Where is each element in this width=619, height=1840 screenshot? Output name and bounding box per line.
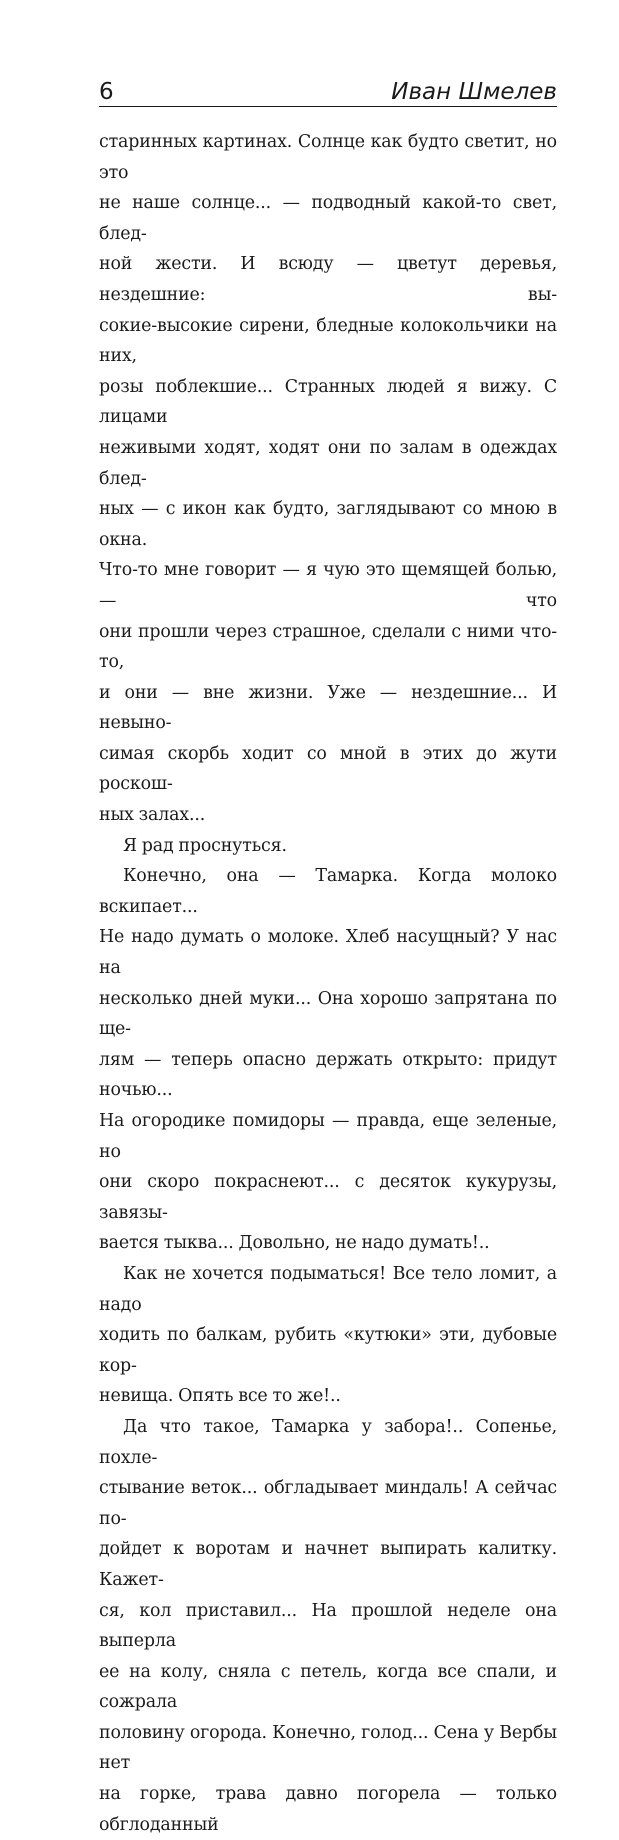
- text-line: вается тыква... Довольно, не надо думать!..: [99, 1233, 490, 1254]
- text-line: Что-то мне говорит — я чую это щемящей болью, — что: [99, 560, 557, 611]
- page-number: 6: [99, 79, 114, 105]
- text-line: несколько дней муки... Она хорошо запрятана по ще-: [99, 988, 557, 1040]
- text-line: неживыми ходят, ходят они по залам в одеждах блед-: [99, 437, 557, 489]
- text-line: и они — вне жизни. Уже — нездешние... И невыно-: [99, 682, 557, 734]
- text-line: На огородике помидоры — правда, еще зеленые, но: [99, 1111, 557, 1162]
- text-line: старинных картинах. Солнце как будто светит, но это: [99, 132, 557, 183]
- text-line: Я рад проснуться.: [123, 835, 287, 856]
- text-line: ся, кол приставил... На прошлой неделе она выперла: [99, 1600, 557, 1652]
- text-line: невища. Опять все то же!..: [99, 1386, 341, 1407]
- text-line: Конечно, она — Тамарка. Когда молоко вскипает...: [99, 866, 557, 917]
- text-line: половину огорода. Конечно, голод... Сена у Вербы нет: [99, 1722, 557, 1774]
- author-name: Иван Шмелев: [391, 79, 557, 105]
- text-line: ной жести. И всюду — цветут деревья, нездешние: вы-: [99, 254, 557, 305]
- text-line: ее на колу, сняла с петель, когда все спали, и сожрала: [99, 1661, 557, 1713]
- text-line: Не надо думать о молоке. Хлеб насущный? У нас на: [99, 927, 557, 979]
- text-line: ных — с икон как будто, заглядывают со мною в окна.: [99, 499, 557, 550]
- text-line: не наше солнце... — подводный какой-то свет, блед-: [99, 193, 557, 244]
- body-text: [99, 127, 557, 1840]
- text-line: лям — теперь опасно держать открыто: придут ночью...: [99, 1049, 557, 1101]
- text-line: Как не хочется подыматься! Все тело ломит, а надо: [99, 1263, 557, 1315]
- running-head: [99, 70, 557, 106]
- text-line: стывание веток... обгладывает миндаль! А сейчас по-: [99, 1478, 557, 1529]
- text-line: они скоро покраснеют... с десяток кукурузы, завязы-: [99, 1172, 557, 1223]
- text-line: ходить по балкам, рубить «кутюки» эти, дубовые кор-: [99, 1325, 557, 1376]
- text-line: симая скорбь ходит со мной в этих до жути роскош-: [99, 743, 557, 795]
- text-line: они прошли через страшное, сделали с ними что-то,: [99, 621, 557, 673]
- text-line: Да что такое, Тамарка у забора!.. Сопенье, похле-: [99, 1416, 557, 1468]
- header-rule: [99, 106, 557, 107]
- text-line: сокие-высокие сирени, бледные колокольчики на них,: [99, 315, 557, 367]
- text-line: на горке, трава давно погорела — только обглоданный: [99, 1784, 557, 1835]
- text-line: дойдет к воротам и начнет выпирать калитку. Кажет-: [99, 1539, 557, 1590]
- text-line: ных залах...: [99, 805, 206, 826]
- text-line: розы поблекшие... Странных людей я вижу. С лицами: [99, 376, 557, 428]
